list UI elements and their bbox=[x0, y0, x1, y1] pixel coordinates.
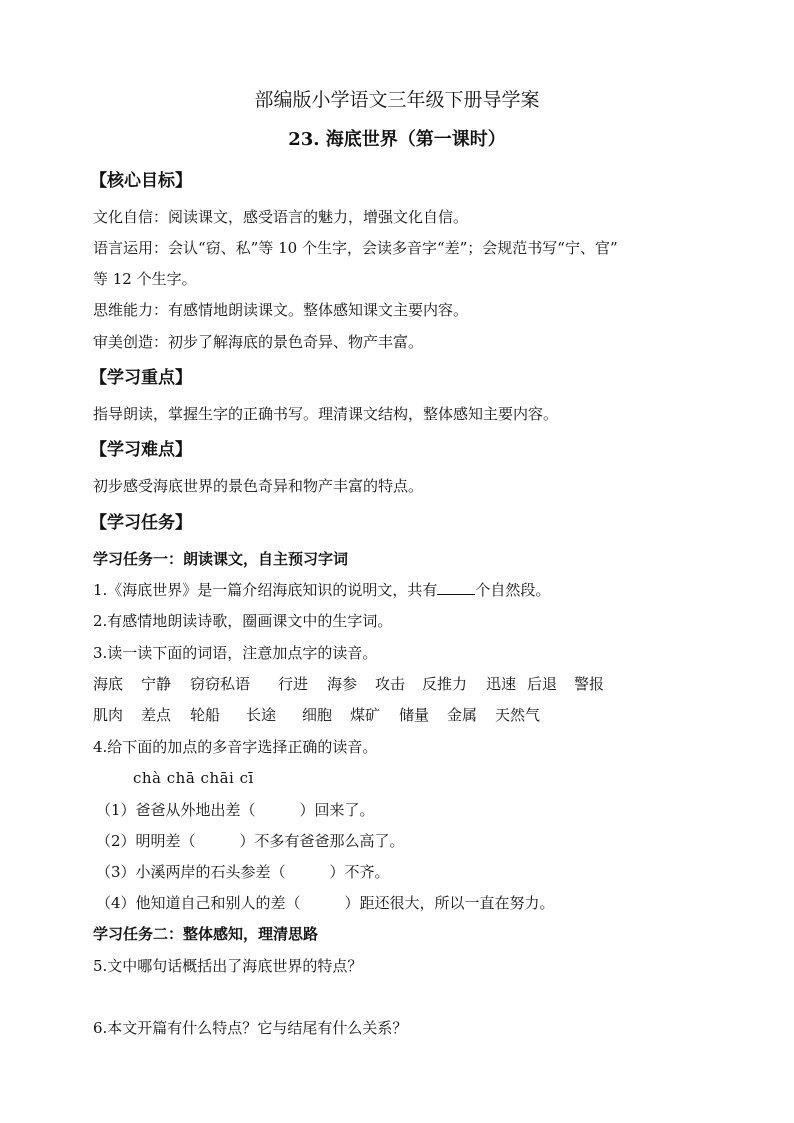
objectives-heading: 【核心目标】 bbox=[90, 171, 192, 191]
difficulty-text: 初步感受海底世界的景色奇异和物产丰富的特点。 bbox=[93, 477, 424, 495]
sentence-4-suffix: ）距还很大，所以一直在努力。 bbox=[344, 894, 555, 912]
sentence-3-text: （3）小溪两岸的石头参差（ bbox=[96, 863, 286, 881]
question-3: 3.读一读下面的词语，注意加点字的读音。 bbox=[93, 644, 378, 662]
question-6: 6.本文开篇有什么特点？它与结尾有什么关系？ bbox=[93, 1019, 408, 1037]
sentence-1 bbox=[96, 800, 375, 820]
word: 细胞 bbox=[302, 706, 333, 724]
question-1-suffix: 个自然段。 bbox=[475, 581, 551, 599]
question-1-text: 1.《海底世界》是一篇介绍海底知识的说明文，共有 bbox=[93, 581, 438, 599]
word: 长途 bbox=[246, 706, 277, 724]
objective-language-cont: 等 12 个生字。 bbox=[93, 270, 197, 288]
question-2: 2.有感情地朗读诗歌，圈画课文中的生字词。 bbox=[93, 612, 393, 630]
sentence-2 bbox=[96, 831, 405, 851]
word: 肌肉 bbox=[93, 706, 124, 724]
pinyin-options: chà chā chāi cī bbox=[133, 769, 254, 787]
lesson-title: 23. 海底世界（第一课时） bbox=[288, 129, 506, 150]
word: 宁静 bbox=[141, 675, 172, 693]
word: 警报 bbox=[574, 675, 605, 693]
question-4: 4.给下面的加点的多音字选择正确的读音。 bbox=[93, 738, 378, 756]
word: 攻击 bbox=[375, 675, 406, 693]
word: 迅速 bbox=[486, 675, 517, 693]
question-5: 5.文中哪句话概括出了海底世界的特点？ bbox=[93, 957, 363, 975]
task1-title: 学习任务一：朗读课文，自主预习字词 bbox=[93, 550, 349, 568]
sentence-3 bbox=[96, 862, 390, 882]
word: 天然气 bbox=[495, 706, 541, 724]
word: 煤矿 bbox=[350, 706, 381, 724]
objective-thinking: 思维能力：有感情地朗读课文。整体感知课文主要内容。 bbox=[93, 301, 469, 319]
word: 轮船 bbox=[190, 706, 221, 724]
question-1 bbox=[93, 580, 550, 600]
difficulty-heading: 【学习难点】 bbox=[90, 440, 192, 460]
tasks-heading: 【学习任务】 bbox=[90, 513, 192, 533]
sentence-2-text: （2）明明差（ bbox=[96, 832, 196, 850]
task2-title: 学习任务二：整体感知，理清思路 bbox=[93, 925, 319, 943]
word: 窃窃私语 bbox=[190, 675, 251, 693]
word: 反推力 bbox=[422, 675, 468, 693]
focus-heading: 【学习重点】 bbox=[90, 368, 192, 388]
sentence-1-text: （1）爸爸从外地出差（ bbox=[96, 801, 256, 819]
sentence-3-suffix: ）不齐。 bbox=[329, 863, 390, 881]
word: 储量 bbox=[399, 706, 430, 724]
sentence-1-suffix: ）回来了。 bbox=[299, 801, 375, 819]
objective-language: 语言运用：会认“窃、私”等 10 个生字，会读多音字“差”；会规范书写“宁、官” bbox=[93, 239, 618, 257]
sentence-2-suffix: ）不多有爸爸那么高了。 bbox=[239, 832, 405, 850]
word: 海底 bbox=[93, 675, 124, 693]
word: 行进 bbox=[278, 675, 309, 693]
sentence-4 bbox=[96, 893, 555, 913]
focus-text: 指导朗读，掌握生字的正确书写。理清课文结构，整体感知主要内容。 bbox=[93, 405, 559, 423]
word: 差点 bbox=[141, 706, 172, 724]
word: 海参 bbox=[327, 675, 358, 693]
doc-title: 部编版小学语文三年级下册导学案 bbox=[254, 89, 540, 111]
sentence-4-text: （4）他知道自己和别人的差（ bbox=[96, 894, 301, 912]
answer-blank[interactable] bbox=[437, 580, 475, 595]
objective-culture: 文化自信：阅读课文，感受语言的魅力，增强文化自信。 bbox=[93, 208, 469, 226]
word: 后退 bbox=[527, 675, 558, 693]
word: 金属 bbox=[447, 706, 478, 724]
objective-aesthetic: 审美创造：初步了解海底的景色奇异、物产丰富。 bbox=[93, 333, 424, 351]
